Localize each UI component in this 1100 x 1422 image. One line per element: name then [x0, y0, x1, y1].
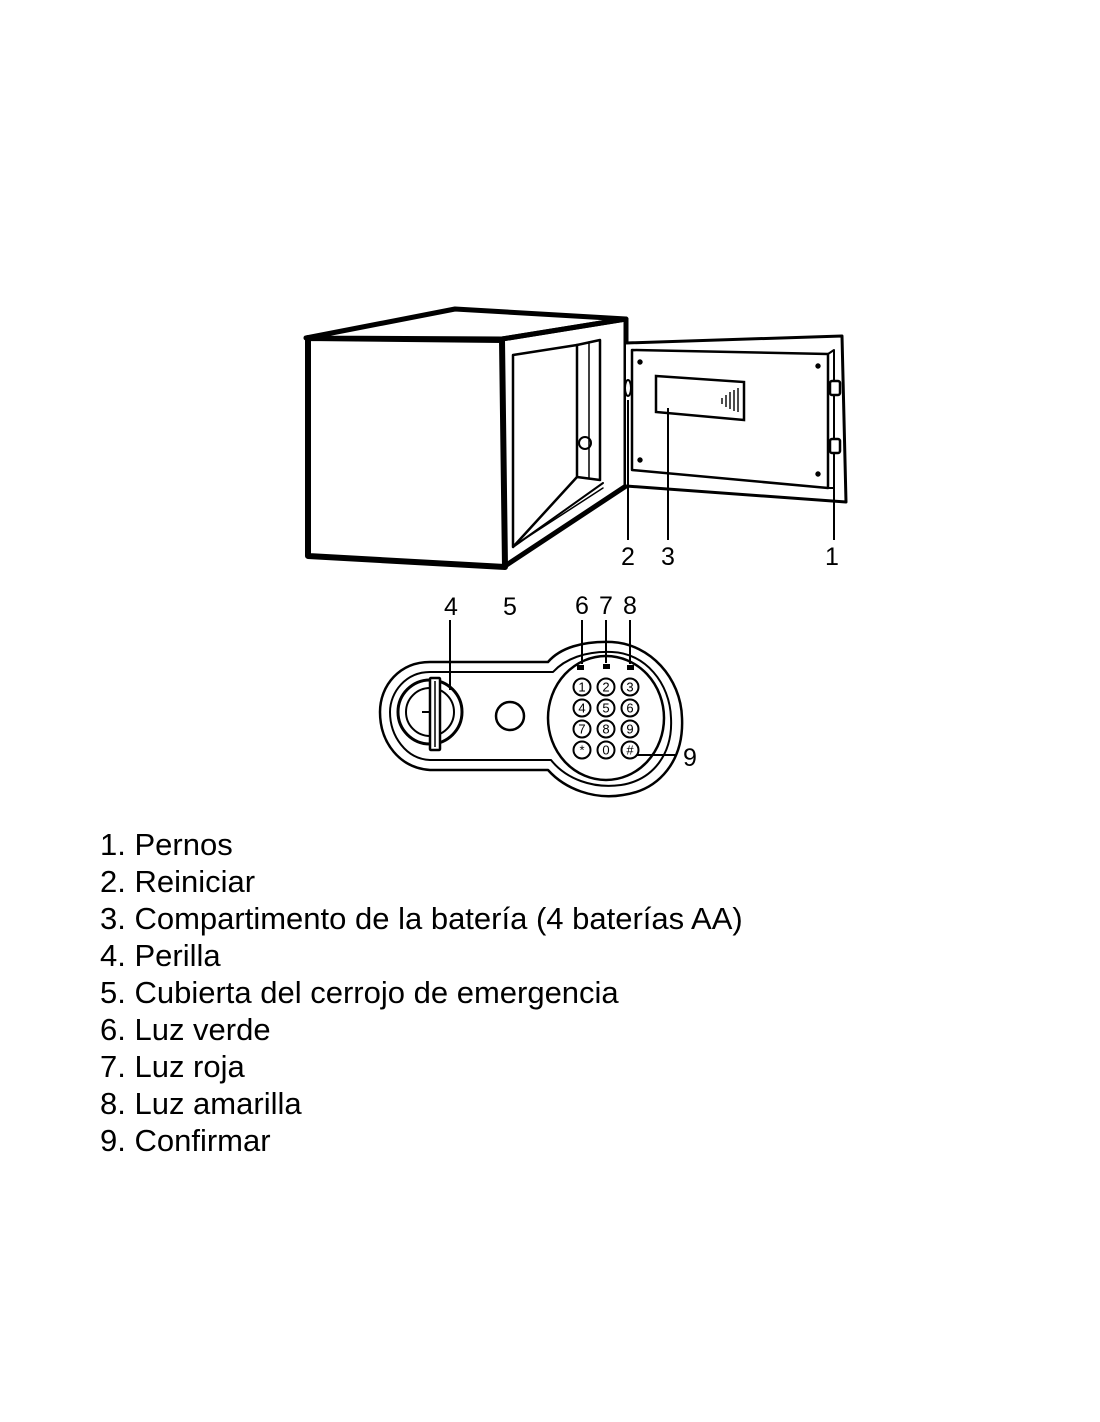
parts-legend — [100, 826, 1000, 1159]
callout-3: 3 — [661, 543, 675, 571]
svg-text:4: 4 — [578, 700, 586, 716]
callout-9: 9 — [683, 744, 697, 772]
keypad-area — [548, 656, 664, 780]
key-2[interactable] — [598, 679, 615, 696]
key-6[interactable] — [622, 700, 639, 717]
green-light — [577, 665, 584, 670]
key-4[interactable] — [574, 700, 591, 717]
emergency-lock-cover — [496, 702, 524, 730]
callout-8: 8 — [623, 592, 637, 620]
key-9[interactable] — [622, 721, 639, 738]
callout-2: 2 — [621, 543, 635, 571]
svg-text:8: 8 — [602, 721, 610, 737]
callout-4: 4 — [444, 593, 458, 621]
battery-compartment — [656, 376, 744, 420]
svg-text:*: * — [579, 742, 585, 758]
legend-item: 8. Luz amarilla — [100, 1086, 302, 1121]
key-0[interactable] — [598, 742, 615, 759]
svg-text:1: 1 — [578, 679, 586, 695]
svg-text:6: 6 — [626, 700, 634, 716]
safe-body — [306, 309, 626, 567]
key-confirm[interactable] — [622, 742, 639, 759]
key-8[interactable] — [598, 721, 615, 738]
callout-7: 7 — [599, 592, 613, 620]
red-light — [603, 664, 610, 669]
svg-text:2: 2 — [602, 679, 610, 695]
key-7[interactable] — [574, 721, 591, 738]
yellow-light — [627, 665, 634, 670]
legend-item: 4. Perilla — [100, 938, 221, 973]
svg-text:9: 9 — [626, 721, 634, 737]
legend-item: 5. Cubierta del cerrojo de emergencia — [100, 975, 619, 1010]
legend-item: 1. Pernos — [100, 827, 233, 862]
legend-item: 6. Luz verde — [100, 1012, 271, 1047]
key-5[interactable] — [598, 700, 615, 717]
key-1[interactable] — [574, 679, 591, 696]
svg-text:3: 3 — [626, 679, 634, 695]
legend-item: 9. Confirmar — [100, 1123, 271, 1158]
svg-text:0: 0 — [602, 742, 610, 758]
legend-item: 7. Luz roja — [100, 1049, 245, 1084]
key-3[interactable] — [622, 679, 639, 696]
callout-6: 6 — [575, 592, 589, 620]
svg-text:#: # — [626, 742, 634, 758]
callout-1: 1 — [825, 543, 839, 571]
svg-text:5: 5 — [602, 700, 610, 716]
callout-5: 5 — [503, 593, 517, 621]
key-star[interactable] — [574, 742, 591, 759]
svg-text:7: 7 — [578, 721, 586, 737]
legend-item: 2. Reiniciar — [100, 864, 256, 899]
legend-item: 3. Compartimento de la batería (4 baterías AA) — [100, 901, 743, 936]
